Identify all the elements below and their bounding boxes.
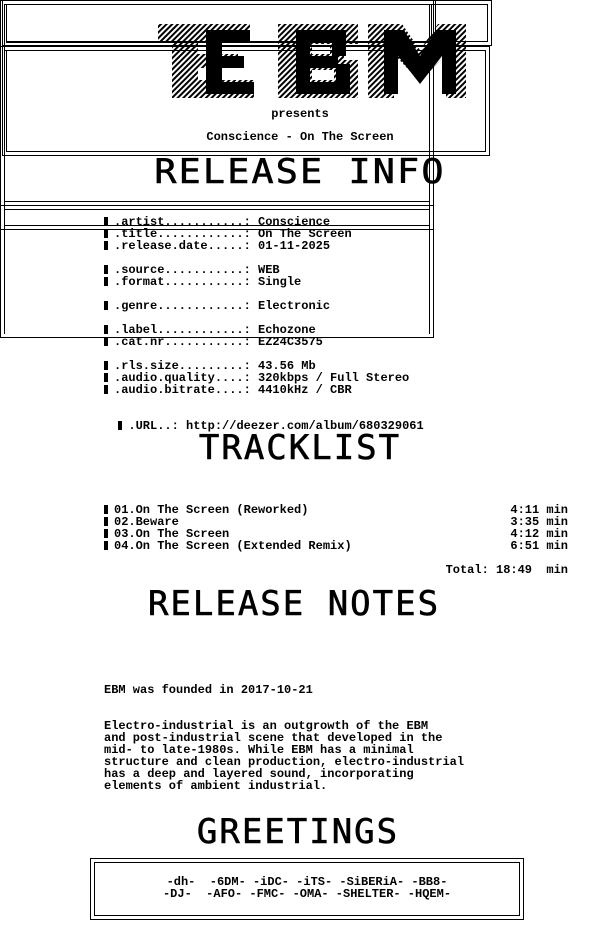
bullet-bar: [104, 529, 108, 538]
bullet-bar: [104, 505, 108, 514]
info-key: .format...........:: [114, 275, 251, 289]
release-notes-banner: RELEASE NOTES: [147, 584, 441, 624]
notes-line: and post-industrial scene that developed in the: [104, 731, 443, 745]
info-value: 43.56 Mb: [250, 359, 316, 373]
greetings-line-1: -dh- -6DM- -iDC- -iTS- -SiBERiA- -BB8-: [166, 875, 448, 889]
track-title: 02.Beware: [114, 515, 179, 529]
track-duration: 3:35 min: [510, 515, 568, 529]
notes-line: has a deep and layered sound, incorporating: [104, 767, 414, 781]
info-value: Echozone: [250, 323, 316, 337]
info-value: Single: [250, 275, 302, 289]
notes-paragraph: [104, 720, 464, 792]
release-line: Conscience - On The Screen: [206, 130, 394, 144]
track-row: [104, 540, 568, 552]
info-key: .audio.bitrate....:: [114, 383, 251, 397]
info-value: Conscience: [250, 215, 331, 229]
greetings-line-2: -DJ- -AFO- -FMC- -OMA- -SHELTER- -HQEM-: [162, 887, 452, 901]
track-title: 01.On The Screen (Reworked): [114, 503, 309, 517]
info-value: 4410kHz / CBR: [250, 383, 352, 397]
info-key: .rls.size.........:: [114, 359, 251, 373]
track-title: 03.On The Screen: [114, 527, 230, 541]
info-value: EZ24C3575: [250, 335, 323, 349]
info-value: 320kbps / Full Stereo: [250, 371, 410, 385]
info-key: .genre............:: [114, 299, 251, 313]
notes-line: Electro-industrial is an outgrowth of the EBM: [104, 719, 429, 733]
track-duration: 6:51 min: [510, 539, 568, 553]
greetings-box: [92, 858, 522, 916]
info-row: [104, 384, 352, 396]
presents-text: presents: [271, 107, 329, 121]
track-duration: 4:12 min: [510, 527, 568, 541]
greetings-banner: GREETINGS: [196, 812, 400, 852]
info-value: WEB: [250, 263, 280, 277]
info-key: .cat.nr...........:: [114, 335, 251, 349]
bullet-bar: [104, 337, 108, 346]
release-info-banner: RELEASE INFO: [154, 152, 446, 192]
total-duration: Total: 18:49 min: [445, 563, 568, 577]
url-key: .URL..:: [128, 419, 179, 433]
track-title: 04.On The Screen (Extended Remix): [114, 539, 352, 553]
tracklist-banner: TRACKLIST: [198, 428, 402, 468]
bullet-bar: [104, 517, 108, 526]
info-key: .label............:: [114, 323, 251, 337]
track-duration: 4:11 min: [510, 503, 568, 517]
url-link[interactable]: http://deezer.com/album/680329061: [178, 419, 424, 433]
notes-line: elements of ambient industrial.: [104, 779, 328, 793]
info-key: .title............:: [114, 227, 251, 241]
notes-line: structure and clean production, electro-industrial: [104, 755, 465, 769]
info-key: .audio.quality....:: [114, 371, 251, 385]
info-key: .source...........:: [114, 263, 251, 277]
info-value: Electronic: [250, 299, 331, 313]
bullet-bar: [104, 361, 108, 370]
info-value: On The Screen: [250, 227, 352, 241]
info-key: .release.date.....:: [114, 239, 251, 253]
info-value: 01-11-2025: [250, 239, 331, 253]
bullet-bar: [104, 373, 108, 382]
bullet-bar: [104, 385, 108, 394]
notes-line: mid- to late-1980s. While EBM has a minimal: [104, 743, 414, 757]
bullet-bar: [104, 541, 108, 550]
founded-text: EBM was founded in 2017-10-21: [104, 683, 313, 697]
info-key: .artist...........:: [114, 215, 251, 229]
